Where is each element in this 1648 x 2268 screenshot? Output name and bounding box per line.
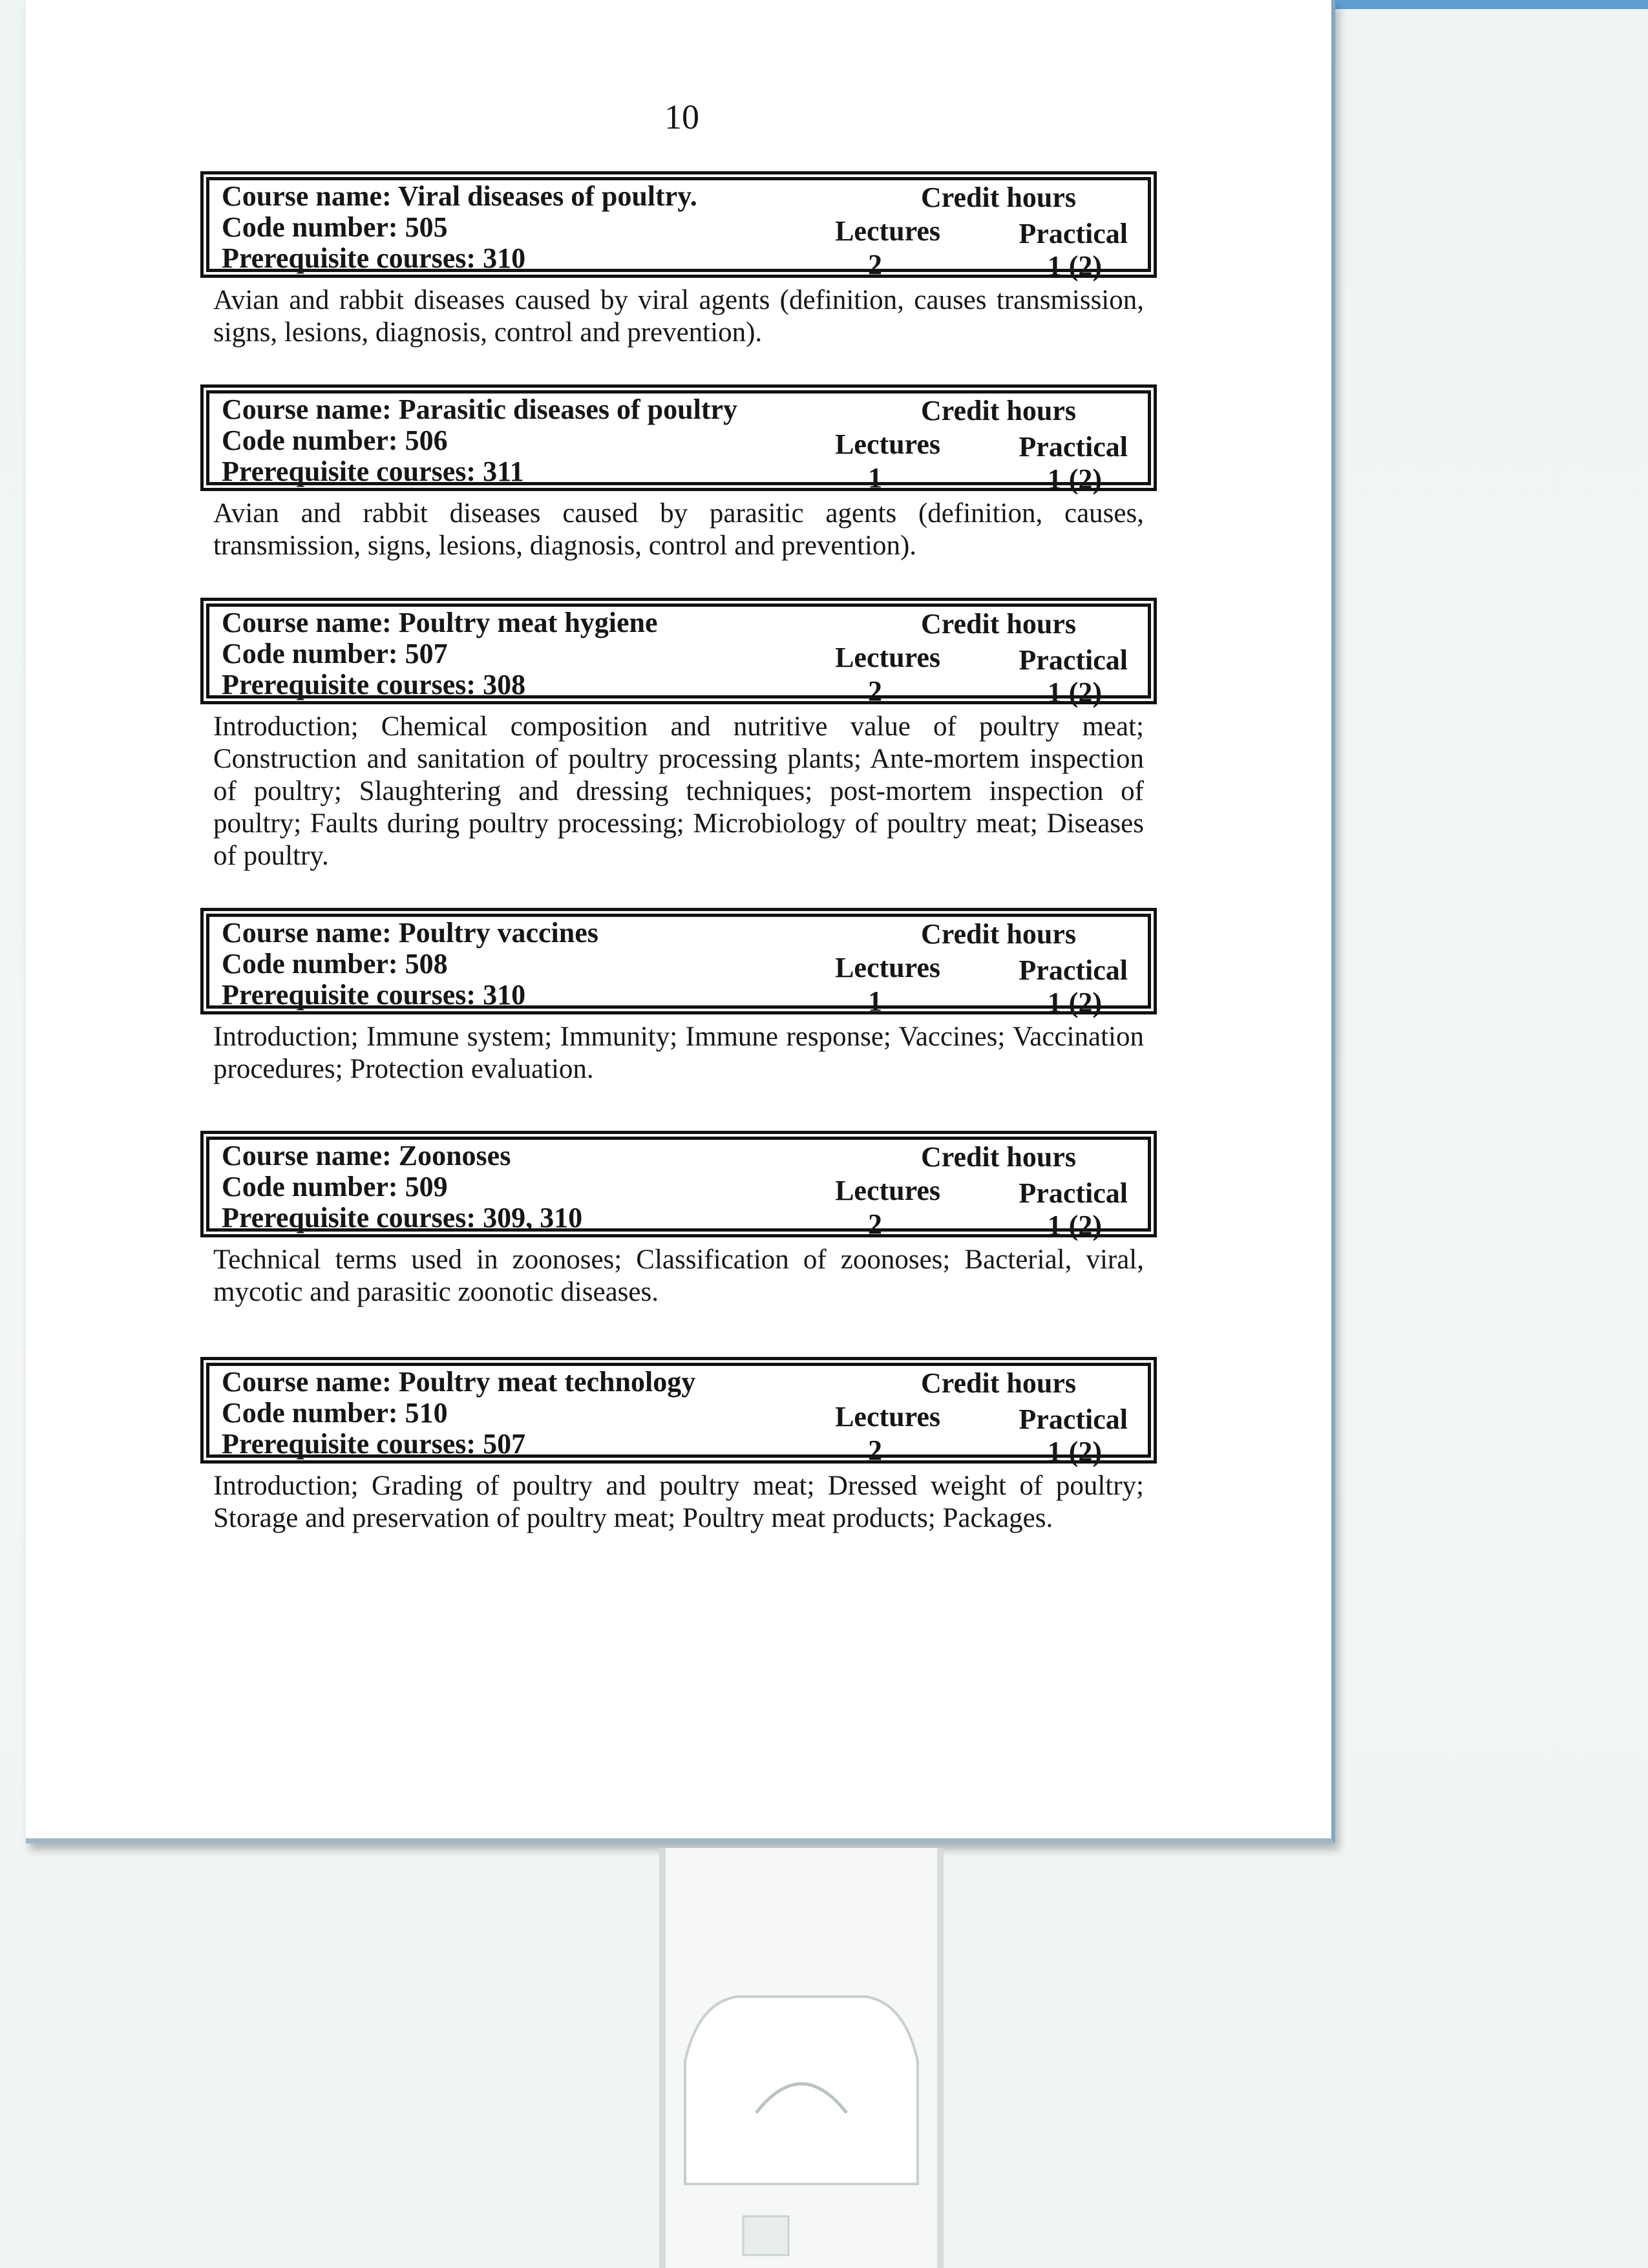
course-name-row: Course name: Poultry meat technology [222,1366,696,1398]
lectures-value: 2 [868,1434,882,1466]
course-code: 510 [405,1397,448,1429]
lectures-value: 2 [868,675,882,707]
lectures-value: 1 [868,462,882,494]
course-name-row: Course name: Poultry meat hygiene [222,607,658,638]
lectures-value: 1 [868,985,882,1017]
code-number-row: Code number: 507 [222,638,448,669]
course-name: Poultry meat technology [398,1366,696,1398]
course-block [200,908,1157,1086]
practical-heading: Practical [1019,644,1128,676]
prerequisite-row: Prerequisite courses: 507 [222,1428,526,1460]
course-name: Poultry vaccines [398,917,598,949]
lectures-heading: Lectures [835,215,940,247]
practical-heading: Practical [1019,954,1128,986]
prerequisite-value: 507 [483,1428,526,1460]
course-header-box [200,1131,1157,1241]
practical-value: 1 (2) [1047,250,1102,282]
credit-hours-heading: Credit hours [921,395,1076,426]
code-number-row: Code number: 506 [222,425,448,456]
course-description: Introduction; Immune system; Immunity; Immune response; Vaccines; Vaccination procedures; Protection evaluation. [213,1022,1144,1084]
lectures-heading: Lectures [835,1175,940,1206]
course-header-box [200,384,1157,495]
course-block [200,598,1157,872]
course-name: Parasitic diseases of poultry [398,394,738,425]
course-name-row: Course name: Parasitic diseases of poultry [222,394,738,425]
credit-hours-heading: Credit hours [921,1141,1076,1173]
prerequisite-value: 309, 310 [483,1202,583,1234]
lectures-heading: Lectures [835,428,940,460]
code-number-row: Code number: 508 [222,948,448,980]
credit-hours-heading: Credit hours [921,608,1076,640]
course-name: Zoonoses [398,1140,511,1171]
credit-hours-heading: Credit hours [921,918,1076,950]
course-header-box [200,1357,1157,1467]
course-block [200,171,1157,349]
course-code: 508 [405,948,448,980]
practical-value: 1 (2) [1047,1436,1102,1467]
prerequisite-row: Prerequisite courses: 308 [222,669,526,700]
course-name: Viral diseases of poultry. [397,180,697,212]
lectures-heading: Lectures [835,642,940,673]
lectures-value: 2 [868,1208,882,1240]
course-name-row: Course name: Poultry vaccines [222,917,598,949]
code-number-row: Code number: 510 [222,1397,448,1429]
course-block [200,1131,1157,1308]
course-name-row: Course name: Viral diseases of poultry. [222,180,697,212]
prerequisite-value: 310 [483,979,526,1011]
practical-heading: Practical [1019,218,1128,249]
practical-value: 1 (2) [1047,463,1102,495]
course-description: Avian and rabbit diseases caused by parasitic agents (definition, causes, transmission, signs, lesions, diagnosis, control and prevention). [213,498,1144,561]
prerequisite-value: 310 [483,242,526,274]
course-code: 505 [405,211,448,243]
scanner-edge [1312,0,1648,9]
prerequisite-row: Prerequisite courses: 310 [222,979,526,1011]
course-description: Introduction; Grading of poultry and poultry meat; Dressed weight of poultry; Storage and preservation of poultry meat; Poultry meat products; Packages. [213,1471,1144,1533]
document-page [26,0,1335,1843]
lectures-value: 2 [868,249,882,280]
course-name: Poultry meat hygiene [398,607,658,638]
prerequisite-row: Prerequisite courses: 310 [222,242,526,274]
course-header-box [200,598,1157,708]
course-description: Introduction; Chemical composition and nutritive value of poultry meat; Construction and sanitation of poultry processing plants; Ante-mortem inspection of poultry; Slaughtering and dressing techniques; post-mortem inspection of poultry; Faults during poultry processing; Microbiology of poultry meat; Diseases of poultry. [213,711,1144,871]
course-code: 506 [405,425,448,456]
page-number: 10 [664,98,699,136]
practical-heading: Practical [1019,1177,1128,1209]
course-code: 509 [405,1171,448,1202]
prerequisite-value: 308 [483,669,526,700]
practical-value: 1 (2) [1047,677,1102,708]
course-code: 507 [405,638,448,669]
practical-value: 1 (2) [1047,987,1102,1018]
course-description: Technical terms used in zoonoses; Classification of zoonoses; Bacterial, viral, mycotic and parasitic zoonotic diseases. [213,1244,1144,1307]
practical-value: 1 (2) [1047,1210,1102,1241]
credit-hours-heading: Credit hours [921,182,1076,213]
course-header-box [200,908,1157,1018]
prerequisite-row: Prerequisite courses: 309, 310 [222,1202,583,1234]
course-description: Avian and rabbit diseases caused by viral agents (definition, causes transmission, signs, lesions, diagnosis, control and prevention). [213,285,1144,348]
lectures-heading: Lectures [835,952,940,983]
course-name-row: Course name: Zoonoses [222,1140,511,1171]
practical-heading: Practical [1019,1403,1128,1435]
prerequisite-value: 311 [483,456,524,487]
course-header-box [200,171,1157,282]
course-block [200,1357,1157,1535]
lectures-heading: Lectures [835,1401,940,1433]
course-block [200,384,1157,562]
credit-hours-heading: Credit hours [921,1367,1076,1399]
prerequisite-row: Prerequisite courses: 311 [222,456,524,487]
code-number-row: Code number: 509 [222,1171,448,1202]
scanner-clip [646,1848,956,2268]
code-number-row: Code number: 505 [222,211,448,243]
practical-heading: Practical [1019,431,1128,463]
